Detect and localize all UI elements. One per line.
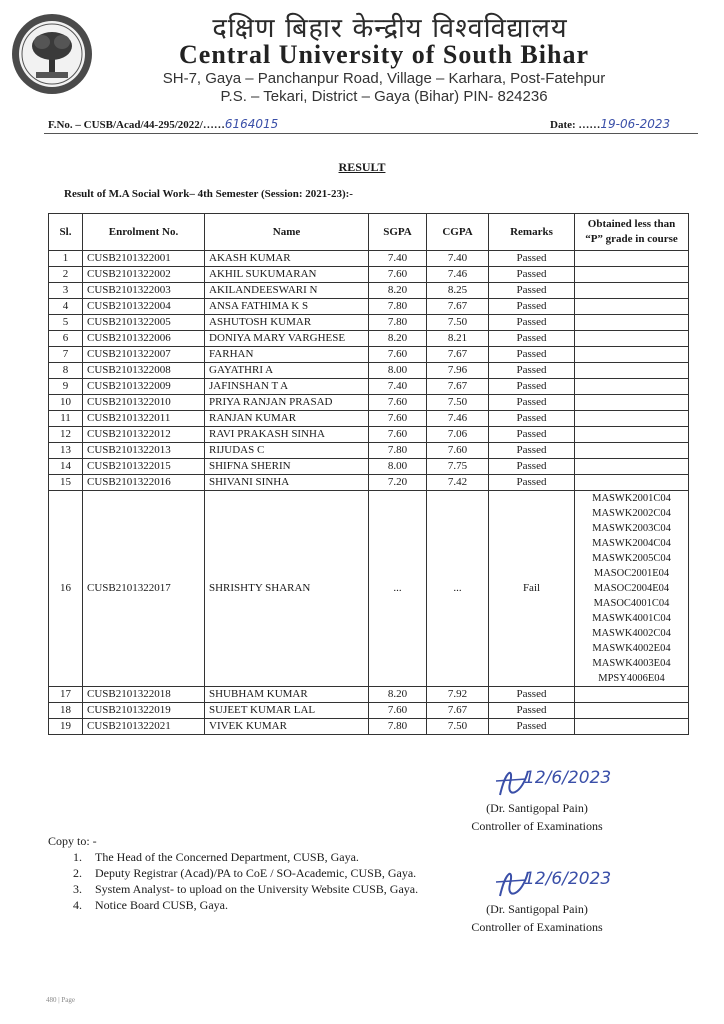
signatory-title: Controller of Examinations (471, 819, 603, 833)
cell-enrol: CUSB2101322007 (83, 347, 205, 363)
cell-cgpa: 7.06 (427, 427, 489, 443)
cell-sgpa: 8.00 (369, 459, 427, 475)
file-number-label: F.No. – CUSB/Acad/44-295/2022/ (48, 119, 203, 131)
cell-enrol: CUSB2101322003 (83, 283, 205, 299)
handwritten-signature (452, 866, 622, 900)
cell-cgpa: 7.92 (427, 687, 489, 703)
cell-name: SHRISHTY SHARAN (205, 491, 369, 687)
cell-name: SHIVANI SINHA (205, 475, 369, 491)
list-item: 3. System Analyst- to upload on the University Website CUSB, Gaya. (73, 882, 419, 896)
cell-enrol: CUSB2101322004 (83, 299, 205, 315)
cell-enrol: CUSB2101322011 (83, 411, 205, 427)
cell-name: AKASH KUMAR (205, 251, 369, 267)
cell-remarks: Passed (489, 251, 575, 267)
date-handwritten: 19-06-2023 (600, 117, 671, 131)
table-row (49, 475, 689, 491)
cell-cgpa: 7.60 (427, 443, 489, 459)
column-header: Name (205, 214, 369, 251)
cell-enrol: CUSB2101322015 (83, 459, 205, 475)
cell-sgpa: 7.60 (369, 395, 427, 411)
cell-cgpa: 7.50 (427, 719, 489, 735)
cell-name: SHUBHAM KUMAR (205, 687, 369, 703)
cell-sl: 4 (49, 299, 83, 315)
cell-sgpa: 8.20 (369, 283, 427, 299)
table-row (49, 427, 689, 443)
cell-remarks: Passed (489, 703, 575, 719)
cell-less_p (575, 283, 689, 299)
signature-block (452, 765, 622, 835)
cell-remarks: Fail (489, 491, 575, 687)
cell-sl: 15 (49, 475, 83, 491)
cell-name: DONIYA MARY VARGHESE (205, 331, 369, 347)
column-header: Sl. (49, 214, 83, 251)
cell-sgpa: 7.40 (369, 251, 427, 267)
cell-less_p: MASWK2001C04 MASWK2002C04 MASWK2003C04 MASWK2004C04 MASWK2005C04 MASOC2001E04 MASOC2004E04 MASOC4001C04 MASWK4001C04 MASWK4002C04 MASWK4002E04 MASWK4003E04 MPSY4006E04 (575, 491, 689, 687)
cell-enrol: CUSB2101322016 (83, 475, 205, 491)
cell-remarks: Passed (489, 267, 575, 283)
cell-less_p (575, 703, 689, 719)
result-table-body (49, 251, 689, 735)
list-item: 4. Notice Board CUSB, Gaya. (73, 898, 228, 912)
cell-remarks: Passed (489, 283, 575, 299)
cell-less_p (575, 315, 689, 331)
table-row (49, 315, 689, 331)
cell-less_p (575, 459, 689, 475)
cell-cgpa: 7.40 (427, 251, 489, 267)
column-header: Obtained less than “P” grade in course (575, 214, 689, 251)
cell-name: ANSA FATHIMA K S (205, 299, 369, 315)
signature-block (452, 866, 622, 936)
cell-less_p (575, 443, 689, 459)
column-header: SGPA (369, 214, 427, 251)
cell-sl: 1 (49, 251, 83, 267)
cell-name: AKILANDEESWARI N (205, 283, 369, 299)
university-logo (10, 12, 94, 96)
cell-cgpa: 8.25 (427, 283, 489, 299)
cell-less_p (575, 719, 689, 735)
cell-sl: 16 (49, 491, 83, 687)
cell-less_p (575, 299, 689, 315)
university-name: Central University of South Bihar (179, 40, 589, 69)
cell-cgpa: 7.67 (427, 347, 489, 363)
cell-cgpa: 7.96 (427, 363, 489, 379)
table-row (49, 491, 689, 687)
cell-name: SUJEET KUMAR LAL (205, 703, 369, 719)
date-label: Date: (550, 119, 576, 131)
cell-remarks: Passed (489, 331, 575, 347)
cell-enrol: CUSB2101322009 (83, 379, 205, 395)
cell-sl: 9 (49, 379, 83, 395)
cell-enrol: CUSB2101322018 (83, 687, 205, 703)
cell-sl: 12 (49, 427, 83, 443)
table-row (49, 363, 689, 379)
column-header: Remarks (489, 214, 575, 251)
cell-sgpa: 7.40 (369, 379, 427, 395)
cell-less_p (575, 267, 689, 283)
cell-less_p (575, 475, 689, 491)
cell-sgpa: 7.60 (369, 347, 427, 363)
signatory-name: (Dr. Santigopal Pain) (486, 801, 588, 815)
cell-sgpa: 8.00 (369, 363, 427, 379)
university-name-hindi: दक्षिण बिहार केन्द्रीय विश्वविद्यालय (212, 13, 568, 44)
cell-cgpa: ... (427, 491, 489, 687)
cell-name: AKHIL SUKUMARAN (205, 267, 369, 283)
cell-sgpa: 7.60 (369, 267, 427, 283)
cell-sgpa: 7.80 (369, 719, 427, 735)
table-header-row (49, 214, 689, 251)
cell-sgpa: 7.80 (369, 443, 427, 459)
cell-less_p (575, 347, 689, 363)
cell-less_p (575, 251, 689, 267)
table-row (49, 395, 689, 411)
cell-name: ASHUTOSH KUMAR (205, 315, 369, 331)
file-number-handwritten: 6164015 (224, 117, 279, 131)
cell-cgpa: 7.46 (427, 267, 489, 283)
cell-name: RAVI PRAKASH SINHA (205, 427, 369, 443)
table-row (49, 719, 689, 735)
cell-cgpa: 7.67 (427, 703, 489, 719)
cell-name: GAYATHRI A (205, 363, 369, 379)
copy-to-label: Copy to: - (48, 834, 97, 848)
cell-remarks: Passed (489, 299, 575, 315)
cell-remarks: Passed (489, 379, 575, 395)
cell-less_p (575, 427, 689, 443)
cell-sgpa: 8.20 (369, 331, 427, 347)
address-line-1: SH-7, Gaya – Panchanpur Road, Village – Karhara, Post-Fatehpur (162, 70, 606, 87)
cell-enrol: CUSB2101322019 (83, 703, 205, 719)
cell-cgpa: 7.67 (427, 379, 489, 395)
cell-enrol: CUSB2101322021 (83, 719, 205, 735)
cell-sgpa: 7.80 (369, 315, 427, 331)
signatory-title: Controller of Examinations (471, 920, 603, 934)
copy-to-list (73, 849, 418, 913)
cell-sl: 18 (49, 703, 83, 719)
table-row (49, 379, 689, 395)
cell-remarks: Passed (489, 459, 575, 475)
table-row (49, 267, 689, 283)
cell-sl: 13 (49, 443, 83, 459)
cell-less_p (575, 687, 689, 703)
cell-remarks: Passed (489, 475, 575, 491)
cell-enrol: CUSB2101322001 (83, 251, 205, 267)
handwritten-signature (452, 765, 622, 799)
cell-remarks: Passed (489, 363, 575, 379)
cell-sl: 14 (49, 459, 83, 475)
cell-enrol: CUSB2101322002 (83, 267, 205, 283)
table-row (49, 703, 689, 719)
cell-remarks: Passed (489, 687, 575, 703)
header-divider (44, 133, 698, 134)
cell-sl: 17 (49, 687, 83, 703)
column-header: CGPA (427, 214, 489, 251)
cell-less_p (575, 411, 689, 427)
cell-sl: 3 (49, 283, 83, 299)
cell-enrol: CUSB2101322008 (83, 363, 205, 379)
list-item: 1. The Head of the Concerned Department, CUSB, Gaya. (73, 850, 359, 864)
cell-sgpa: 8.20 (369, 687, 427, 703)
column-header: Enrolment No. (83, 214, 205, 251)
cell-name: SHIFNA SHERIN (205, 459, 369, 475)
cell-sl: 5 (49, 315, 83, 331)
cell-remarks: Passed (489, 411, 575, 427)
cell-sgpa: 7.20 (369, 475, 427, 491)
cell-sl: 19 (49, 719, 83, 735)
cell-remarks: Passed (489, 315, 575, 331)
cell-remarks: Passed (489, 427, 575, 443)
table-row (49, 443, 689, 459)
cell-cgpa: 8.21 (427, 331, 489, 347)
table-row (49, 251, 689, 267)
cell-sgpa: 7.80 (369, 299, 427, 315)
cell-name: JAFINSHAN T A (205, 379, 369, 395)
cell-sgpa: 7.60 (369, 703, 427, 719)
table-row (49, 283, 689, 299)
cell-enrol: CUSB2101322005 (83, 315, 205, 331)
cell-sl: 11 (49, 411, 83, 427)
cell-cgpa: 7.50 (427, 315, 489, 331)
table-row (49, 347, 689, 363)
cell-cgpa: 7.42 (427, 475, 489, 491)
cell-enrol: CUSB2101322006 (83, 331, 205, 347)
cell-sl: 10 (49, 395, 83, 411)
signature-date: 12/6/2023 (524, 869, 612, 889)
cell-name: PRIYA RANJAN PRASAD (205, 395, 369, 411)
table-row (49, 331, 689, 347)
result-heading: RESULT (338, 160, 386, 174)
result-subheading: Result of M.A Social Work– 4th Semester (Session: 2021-23):- (64, 188, 353, 200)
cell-cgpa: 7.75 (427, 459, 489, 475)
signature-date: 12/6/2023 (524, 768, 612, 788)
cell-enrol: CUSB2101322010 (83, 395, 205, 411)
cell-sl: 8 (49, 363, 83, 379)
address-line-2: P.S. – Tekari, District – Gaya (Bihar) PIN- 824236 (220, 88, 548, 105)
issue-date: Date: ……19-06-2023 (550, 117, 671, 131)
cell-remarks: Passed (489, 443, 575, 459)
table-row (49, 687, 689, 703)
cell-remarks: Passed (489, 719, 575, 735)
cell-sgpa: ... (369, 491, 427, 687)
cell-name: RIJUDAS C (205, 443, 369, 459)
file-number: F.No. – CUSB/Acad/44-295/2022/……6164015 (48, 117, 279, 131)
cell-sgpa: 7.60 (369, 411, 427, 427)
cell-cgpa: 7.67 (427, 299, 489, 315)
cell-sgpa: 7.60 (369, 427, 427, 443)
table-row (49, 299, 689, 315)
cell-less_p (575, 363, 689, 379)
cell-enrol: CUSB2101322017 (83, 491, 205, 687)
cell-cgpa: 7.46 (427, 411, 489, 427)
result-table (48, 213, 689, 735)
cell-enrol: CUSB2101322013 (83, 443, 205, 459)
signatory-name: (Dr. Santigopal Pain) (486, 902, 588, 916)
page-footer: 480 | Page (46, 996, 76, 1004)
cell-name: VIVEK KUMAR (205, 719, 369, 735)
cell-less_p (575, 379, 689, 395)
cell-sl: 2 (49, 267, 83, 283)
cell-remarks: Passed (489, 347, 575, 363)
cell-remarks: Passed (489, 395, 575, 411)
table-row (49, 411, 689, 427)
list-item: 2. Deputy Registrar (Acad)/PA to CoE / SO-Academic, CUSB, Gaya. (73, 866, 417, 880)
cell-cgpa: 7.50 (427, 395, 489, 411)
cell-name: RANJAN KUMAR (205, 411, 369, 427)
cell-name: FARHAN (205, 347, 369, 363)
cell-sl: 7 (49, 347, 83, 363)
cell-sl: 6 (49, 331, 83, 347)
table-row (49, 459, 689, 475)
cell-less_p (575, 395, 689, 411)
cell-less_p (575, 331, 689, 347)
cell-enrol: CUSB2101322012 (83, 427, 205, 443)
